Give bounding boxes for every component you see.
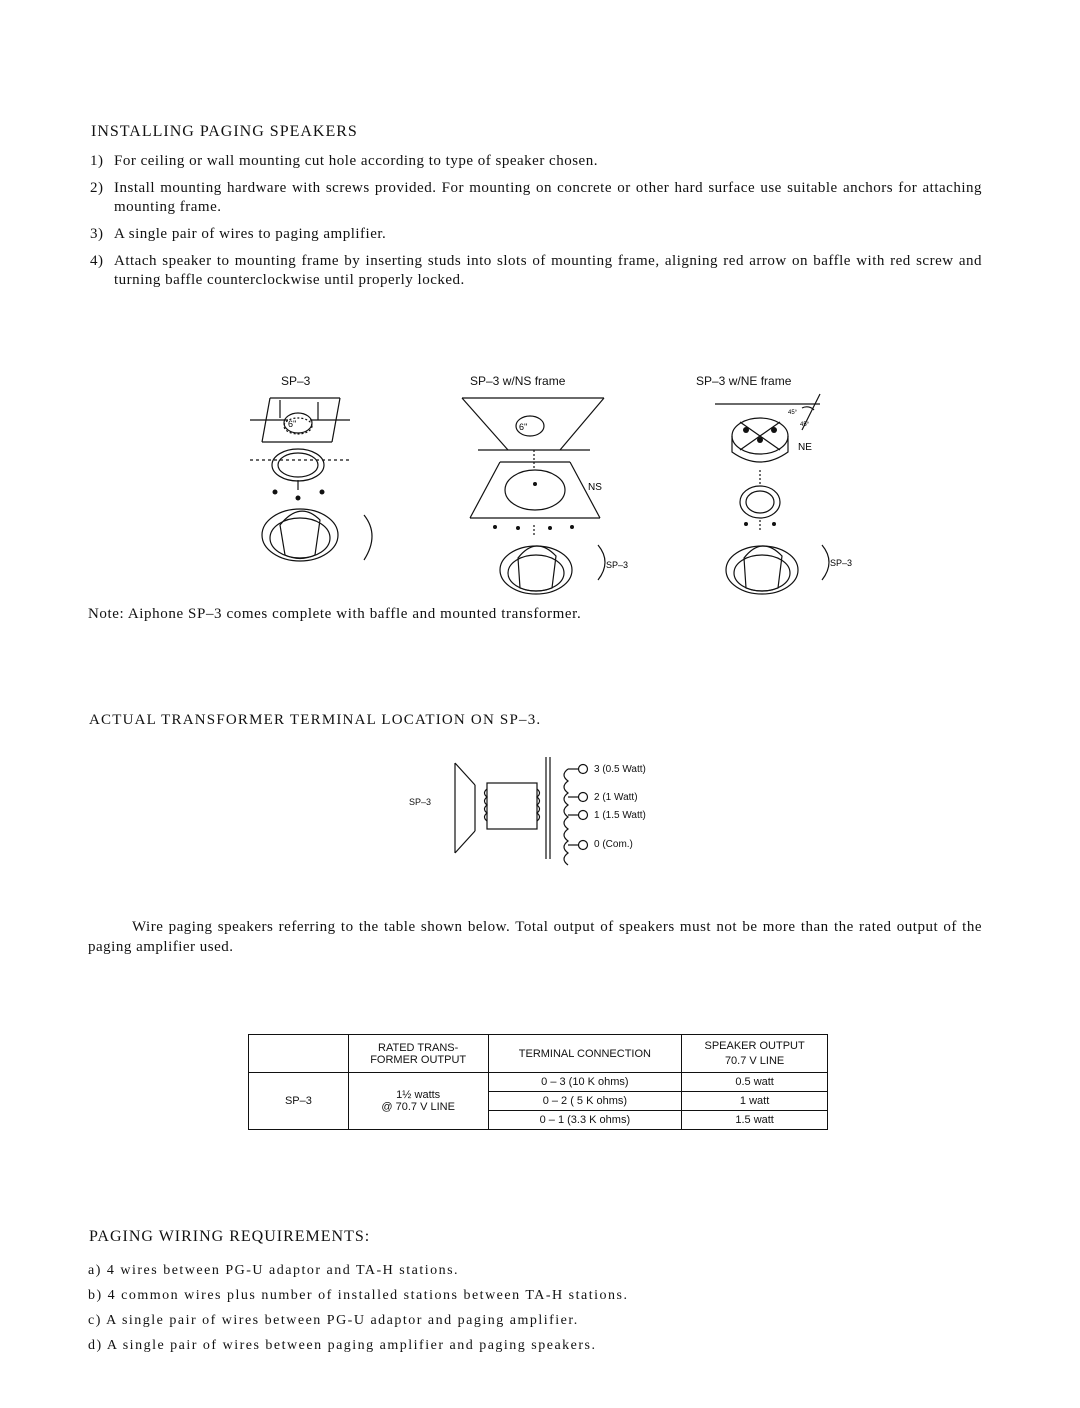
diagram-ne-frame	[710, 390, 880, 600]
install-step-1	[90, 152, 982, 172]
wiring-heading: PAGING WIRING REQUIREMENTS:	[89, 1228, 371, 1245]
step-text: For ceiling or wall mounting cut hole according to type of speaker chosen.	[114, 153, 598, 169]
step-number: 1)	[90, 153, 104, 169]
table-rated-value: 1½ watts	[396, 1089, 441, 1101]
diagram-ne-frame-label: NE	[798, 442, 812, 453]
table-rated-cell	[348, 1073, 488, 1130]
diagram-ne-angle-1: 45°	[788, 410, 798, 416]
wire-note: Wire paging speakers referring to the table shown below. Total output of speakers must not be more than the rated output of the paging amplifier used.	[88, 919, 982, 955]
step-number: 2)	[90, 180, 104, 196]
tap-3-label: 3 (0.5 Watt)	[594, 764, 646, 775]
diagram-sp3-caption: SP–3	[281, 374, 311, 388]
table-header-terminal: TERMINAL CONNECTION	[488, 1035, 682, 1073]
install-step-3	[90, 225, 982, 245]
wiring-item-a: a) 4 wires between PG-U adaptor and TA-H stations.	[88, 1263, 460, 1278]
diagram-ns-speaker-label: SP–3	[606, 560, 629, 570]
table-connection-cell: 0 – 3 (10 K ohms)	[488, 1073, 682, 1092]
table-model-cell: SP–3	[249, 1073, 349, 1130]
table-output-cell: 1.5 watt	[682, 1111, 828, 1130]
diagram-ne-speaker-label: SP–3	[830, 558, 853, 568]
table-rated-line: @ 70.7 V LINE	[381, 1101, 455, 1113]
install-heading: INSTALLING PAGING SPEAKERS	[91, 123, 358, 140]
table-header-rated: RATED TRANS- FORMER OUTPUT	[348, 1035, 488, 1073]
table-output-cell: 1 watt	[682, 1092, 828, 1111]
step-number: 3)	[90, 226, 104, 242]
step-text: Attach speaker to mounting frame by inserting studs into slots of mounting frame, aligning red arrow on baffle with red screw and turning baffle counterclockwise until properly locked.	[114, 253, 982, 288]
diagram-sp3	[250, 390, 390, 600]
diagram-ns-frame	[460, 390, 660, 600]
terminal-heading: ACTUAL TRANSFORMER TERMINAL LOCATION ON SP–3.	[89, 712, 542, 728]
diagram-ne-angle-2: 45°	[800, 422, 810, 428]
output-table	[248, 1034, 828, 1130]
diagram-ns-caption: SP–3 w/NS frame	[470, 374, 566, 388]
diagram-ne-caption: SP–3 w/NE frame	[696, 374, 792, 388]
wiring-item-b: b) 4 common wires plus number of installed stations between TA-H stations.	[88, 1288, 629, 1303]
wiring-list	[88, 1263, 788, 1363]
table-connection-cell: 0 – 2 ( 5 K ohms)	[488, 1092, 682, 1111]
table-header-output: SPEAKER OUTPUT 70.7 V LINE	[682, 1035, 828, 1073]
install-step-2	[90, 179, 982, 219]
install-step-4	[90, 252, 982, 292]
diagram-ns-size-label: 6''	[519, 422, 528, 432]
tap-0-label: 0 (Com.)	[594, 839, 633, 850]
wiring-item-d: d) A single pair of wires between paging amplifier and paging speakers.	[88, 1338, 597, 1353]
step-text: A single pair of wires to paging amplifier.	[114, 226, 387, 242]
table-connection-cell: 0 – 1 (3.3 K ohms)	[488, 1111, 682, 1130]
wiring-item-c: c) A single pair of wires between PG-U adaptor and paging amplifier.	[88, 1313, 579, 1328]
tap-2-label: 2 (1 Watt)	[594, 792, 638, 803]
diagram-sp3-size-label: 6''	[288, 419, 297, 429]
step-number: 4)	[90, 253, 104, 269]
note-text: Note: Aiphone SP–3 comes complete with baffle and mounted transformer.	[88, 606, 582, 622]
table-header-blank	[249, 1035, 349, 1073]
tap-1-label: 1 (1.5 Watt)	[594, 810, 646, 821]
table-output-cell: 0.5 watt	[682, 1073, 828, 1092]
step-text: Install mounting hardware with screws provided. For mounting on concrete or other hard surface use suitable anchors for attaching mounting frame.	[114, 180, 982, 215]
terminal-speaker-label: SP–3	[409, 797, 432, 807]
diagram-ns-frame-label: NS	[588, 482, 602, 493]
